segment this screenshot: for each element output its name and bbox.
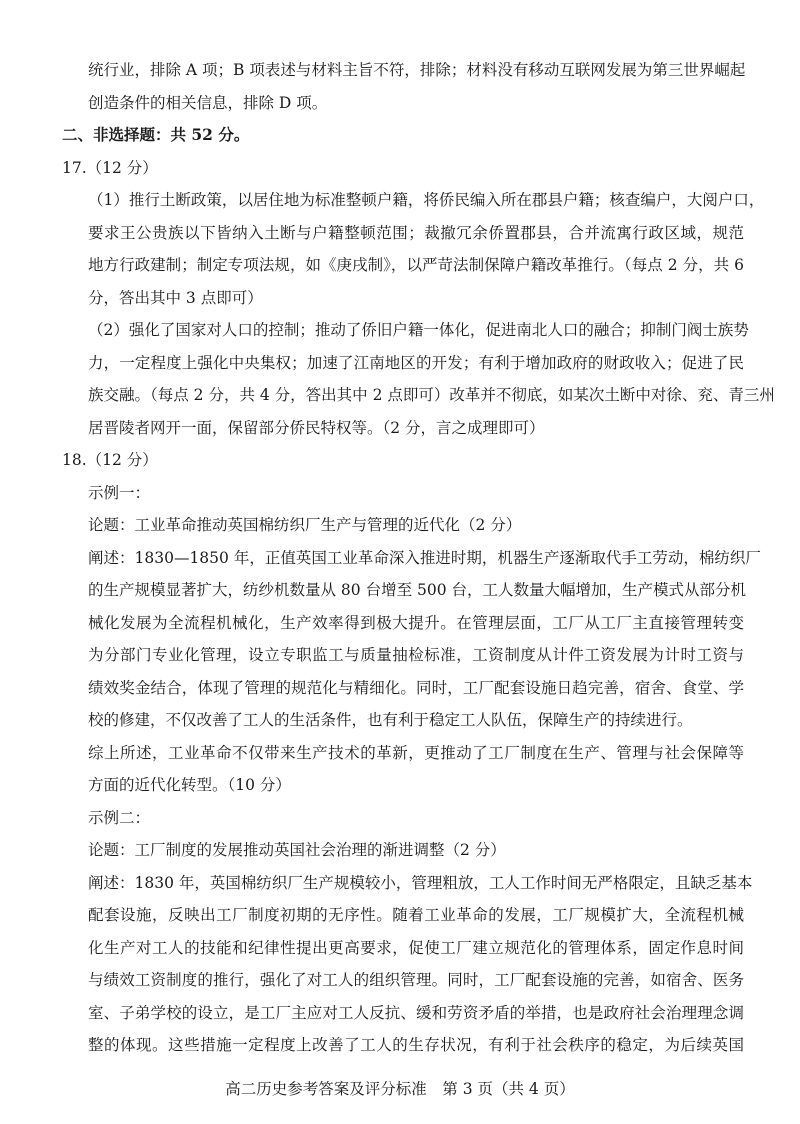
text-line: 统行业，排除 A 项；B 项表述与材料主旨不符，排除；材料没有移动互联网发展为第三世界崛起 <box>88 61 746 79</box>
q17-part1 <box>88 184 765 314</box>
page-footer: 高二历史参考答案及评分标准 第 3 页（共 4 页） <box>225 1080 575 1098</box>
text-line: 阐述：1830—1850 年，正值英国工业革命深入推进时期，机器生产逐渐取代手工劳动，棉纺织厂 <box>88 548 761 567</box>
text-line: 地方行政建制；制定专项法规，如《庚戌制》，以严苛法制保障户籍改革推行。（每点 2 分，共 6 <box>88 256 744 274</box>
text-line: 居晋陵者网开一面，保留部分侨民特权等。（2 分，言之成理即可） <box>88 418 545 437</box>
section-heading: 二、非选择题：共 52 分。 <box>62 125 250 144</box>
text-line: 力，一定程度上强化中央集权；加速了江南地区的开发；有利于增加政府的财政收入；促进了民 <box>88 353 744 372</box>
text-line: （2）强化了国家对人口的控制；推动了侨旧户籍一体化，促进南北人口的融合；抑制门阀士族势 <box>88 321 749 339</box>
example-label: 示例二： <box>88 808 151 827</box>
text-line: 绩效奖金结合，体现了管理的规范化与精细化。同时，工厂配套设施日趋完善，宿舍、食堂、学 <box>88 678 744 697</box>
summary-line: 综上所述，工业革命不仅带来生产技术的革新，更推动了工厂制度在生产、管理与社会保障等 <box>88 743 744 762</box>
example-label: 示例一： <box>88 483 151 502</box>
text-line: 要求王公贵族以下皆纳入土断与户籍整顿范围；裁撤冗余侨置郡县，合并流寓行政区域，规范 <box>88 223 744 242</box>
q18-example-2 <box>88 802 753 1062</box>
text-line: 族交融。（每点 2 分，共 4 分，答出其中 2 点即可）改革并不彻底，如某次土断中对徐、兖、青三州 <box>88 386 775 404</box>
text-line: 化生产对工人的技能和纪律性提出更高要求，促使工厂建立规范化的管理体系，固定作息时间 <box>88 938 744 957</box>
question-17-number: 17.（12 分） <box>62 158 158 177</box>
q17-part2 <box>88 314 775 444</box>
text-line: 为分部门专业化管理，设立专职监工与质量抽检标准，工资制度从计件工资发展为计时工资与 <box>88 646 744 664</box>
summary-line: 方面的近代化转型。（10 分） <box>88 776 291 794</box>
text-line: 阐述：1830 年，英国棉纺织厂生产规模较小，管理粗放，工人工作时间无严格限定，且缺乏基本 <box>88 873 753 892</box>
q18-example-1 <box>88 477 761 802</box>
text-line: 与绩效工资制度的推行，强化了对工人的组织管理。同时，工厂配套设施的完善，如宿舍、医务 <box>88 971 744 989</box>
text-line: （1）推行土断政策，以居住地为标准整顿户籍，将侨民编入所在郡县户籍；核查编户，大阅户口， <box>88 191 765 209</box>
thesis-line: 论题：工业革命推动英国棉纺织厂生产与管理的近代化（2 分） <box>88 516 522 534</box>
text-line: 配套设施，反映出工厂制度初期的无序性。随着工业革命的发展，工厂规模扩大，全流程机械 <box>88 906 744 924</box>
text-line: 整的体现。这些措施一定程度上改善了工人的生存状况，有利于社会秩序的稳定，为后续英国 <box>88 1036 744 1054</box>
text-line: 室、子弟学校的设立，是工厂主应对工人反抗、缓和劳资矛盾的举措，也是政府社会治理理念调 <box>88 1003 744 1022</box>
answer-page <box>62 54 775 1062</box>
text-line: 分，答出其中 3 点即可） <box>88 288 263 307</box>
text-line: 的生产规模显著扩大，纺纱机数量从 80 台增至 500 台，工人数量大幅增加，生产模式从部分机 <box>88 581 747 599</box>
text-line: 创造条件的相关信息，排除 D 项。 <box>88 93 328 112</box>
text-line: 校的修建，不仅改善了工人的生活条件，也有利于稳定工人队伍，保障生产的持续进行。 <box>88 711 693 729</box>
question-18-number: 18.（12 分） <box>62 451 158 469</box>
intro-paragraph <box>88 54 744 119</box>
text-line: 械化发展为全流程机械化，生产效率得到极大提升。在管理层面，工厂从工厂主直接管理转变 <box>88 613 744 632</box>
thesis-line: 论题：工厂制度的发展推动英国社会治理的渐进调整（2 分） <box>88 841 506 859</box>
